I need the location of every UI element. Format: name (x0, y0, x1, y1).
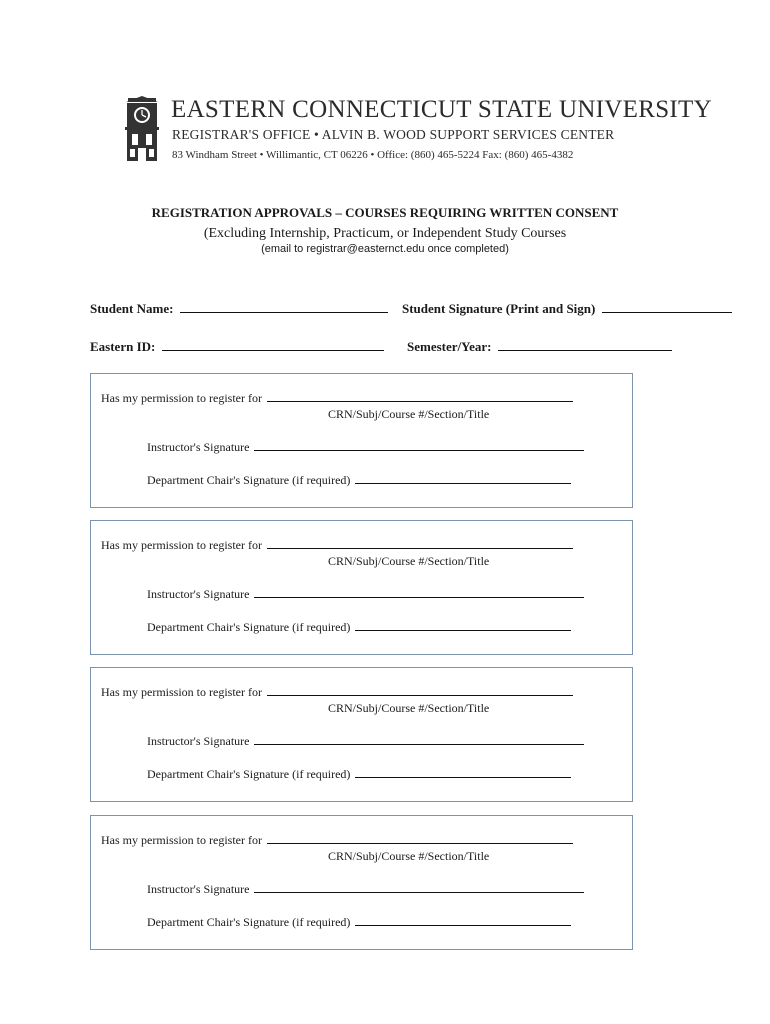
eastern-id-row (90, 338, 384, 355)
instructor-signature-label: Instructor's Signature (147, 440, 250, 454)
address-line: 83 Windham Street • Willimantic, CT 06226 • Office: (860) 465-5224 Fax: (860) 465-4382 (172, 149, 574, 161)
course-caption: CRN/Subj/Course #/Section/Title (328, 554, 490, 568)
course-field[interactable] (267, 685, 573, 696)
semester-year-row (407, 338, 672, 355)
course-caption: CRN/Subj/Course #/Section/Title (328, 407, 490, 421)
course-caption: CRN/Subj/Course #/Section/Title (328, 701, 490, 715)
course-caption: CRN/Subj/Course #/Section/Title (328, 849, 490, 863)
university-name: EASTERN CONNECTICUT STATE UNIVERSITY (171, 96, 712, 123)
eastern-id-field[interactable] (162, 338, 384, 351)
approval-box (90, 667, 633, 802)
permission-label: Has my permission to register for (101, 391, 262, 405)
chair-signature-field[interactable] (355, 915, 571, 926)
chair-signature-field[interactable] (355, 620, 571, 631)
course-field[interactable] (267, 833, 573, 844)
course-field[interactable] (267, 391, 573, 402)
chair-signature-label: Department Chair's Signature (if required) (147, 620, 351, 634)
chair-signature-row (147, 915, 571, 930)
eastern-id-label: Eastern ID: (90, 339, 156, 354)
permission-row (101, 685, 573, 700)
instructor-signature-field[interactable] (254, 587, 584, 598)
approval-box (90, 373, 633, 508)
chair-signature-row (147, 473, 571, 488)
semester-year-field[interactable] (498, 338, 672, 351)
instructor-signature-label: Instructor's Signature (147, 587, 250, 601)
semester-year-label: Semester/Year: (407, 339, 492, 354)
student-name-row (90, 300, 388, 317)
chair-signature-row (147, 620, 571, 635)
instructor-signature-row (147, 734, 584, 749)
registrar-office-line: REGISTRAR'S OFFICE • ALVIN B. WOOD SUPPORT SERVICES CENTER (172, 127, 615, 142)
permission-label: Has my permission to register for (101, 538, 262, 552)
instructor-signature-label: Instructor's Signature (147, 882, 250, 896)
permission-label: Has my permission to register for (101, 685, 262, 699)
permission-row (101, 538, 573, 553)
student-signature-label: Student Signature (Print and Sign) (402, 301, 596, 316)
instructor-signature-field[interactable] (254, 734, 584, 745)
chair-signature-row (147, 767, 571, 782)
instructor-signature-row (147, 587, 584, 602)
permission-row (101, 391, 573, 406)
approval-box (90, 815, 633, 950)
chair-signature-label: Department Chair's Signature (if required) (147, 473, 351, 487)
permission-row (101, 833, 573, 848)
student-signature-row (402, 300, 732, 317)
instructor-signature-field[interactable] (254, 440, 584, 451)
instructor-signature-field[interactable] (254, 882, 584, 893)
form-title: REGISTRATION APPROVALS – COURSES REQUIRING WRITTEN CONSENT (151, 205, 619, 220)
student-name-label: Student Name: (90, 301, 174, 316)
chair-signature-field[interactable] (355, 767, 571, 778)
chair-signature-label: Department Chair's Signature (if required) (147, 767, 351, 781)
chair-signature-field[interactable] (355, 473, 571, 484)
student-name-field[interactable] (180, 300, 388, 313)
chair-signature-label: Department Chair's Signature (if required) (147, 915, 351, 929)
instructor-signature-label: Instructor's Signature (147, 734, 250, 748)
university-seal-icon (124, 96, 160, 162)
form-subtitle: (Excluding Internship, Practicum, or Independent Study Courses (203, 226, 567, 241)
course-field[interactable] (267, 538, 573, 549)
approval-box (90, 520, 633, 655)
form-note: (email to registrar@easternct.edu once completed) (261, 243, 509, 255)
student-signature-field[interactable] (602, 300, 732, 313)
instructor-signature-row (147, 882, 584, 897)
instructor-signature-row (147, 440, 584, 455)
permission-label: Has my permission to register for (101, 833, 262, 847)
